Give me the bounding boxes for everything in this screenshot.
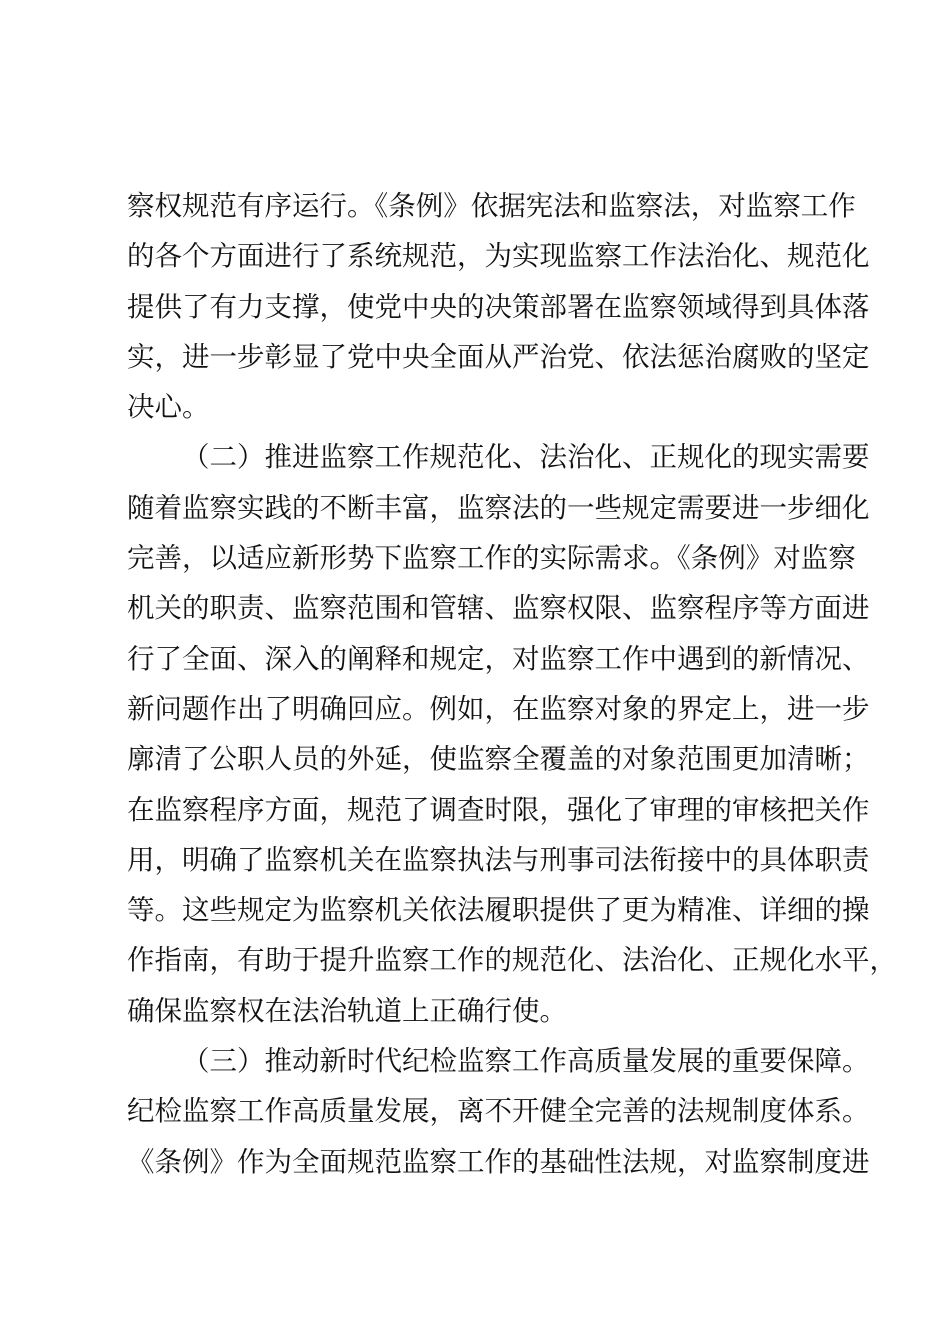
text-line: 在监察程序方面，规范了调查时限，强化了审理的审核把关作 [127, 793, 870, 826]
body-text [127, 181, 897, 1187]
text-line: 察权规范有序运行。《条例》依据宪法和监察法，对监察工作 [127, 190, 856, 222]
text-line: 作指南，有助于提升监察工作的规范化、法治化、正规化水平， [127, 944, 897, 977]
text-line: 随着监察实践的不断丰富，监察法的一些规定需要进一步细化 [127, 491, 870, 524]
text-line: 用，明确了监察机关在监察执法与刑事司法衔接中的具体职责 [127, 843, 870, 876]
text-line: 实，进一步彰显了党中央全面从严治党、依法惩治腐败的坚定 [127, 340, 870, 373]
text-line: 《条例》作为全面规范监察工作的基础性法规，对监察制度进 [127, 1145, 870, 1178]
text-line: 完善，以适应新形势下监察工作的实际需求。《条例》对监察 [127, 542, 856, 575]
section-heading-2: （二）推进监察工作规范化、法治化、正规化的现实需要 [182, 441, 870, 474]
text-line: 提供了有力支撑，使党中央的决策部署在监察领域得到具体落 [127, 290, 870, 323]
text-line: 等。这些规定为监察机关依法履职提供了更为精准、详细的操 [127, 894, 870, 927]
text-line: 新问题作出了明确回应。例如，在监察对象的界定上，进一步 [127, 692, 870, 725]
text-line: 行了全面、深入的阐释和规定，对监察工作中遇到的新情况、 [127, 642, 870, 675]
text-line: 决心。 [127, 391, 210, 424]
text-line: 廓清了公职人员的外延，使监察全覆盖的对象范围更加清晰； [127, 743, 870, 776]
text-line: 纪检监察工作高质量发展，离不开健全完善的法规制度体系。 [127, 1095, 870, 1128]
text-line: 确保监察权在法治轨道上正确行使。 [127, 994, 567, 1027]
text-line: 机关的职责、监察范围和管辖、监察权限、监察程序等方面进 [127, 592, 870, 625]
text-line: 的各个方面进行了系统规范，为实现监察工作法治化、规范化 [127, 240, 870, 273]
section-heading-3: （三）推动新时代纪检监察工作高质量发展的重要保障。 [182, 1045, 870, 1078]
